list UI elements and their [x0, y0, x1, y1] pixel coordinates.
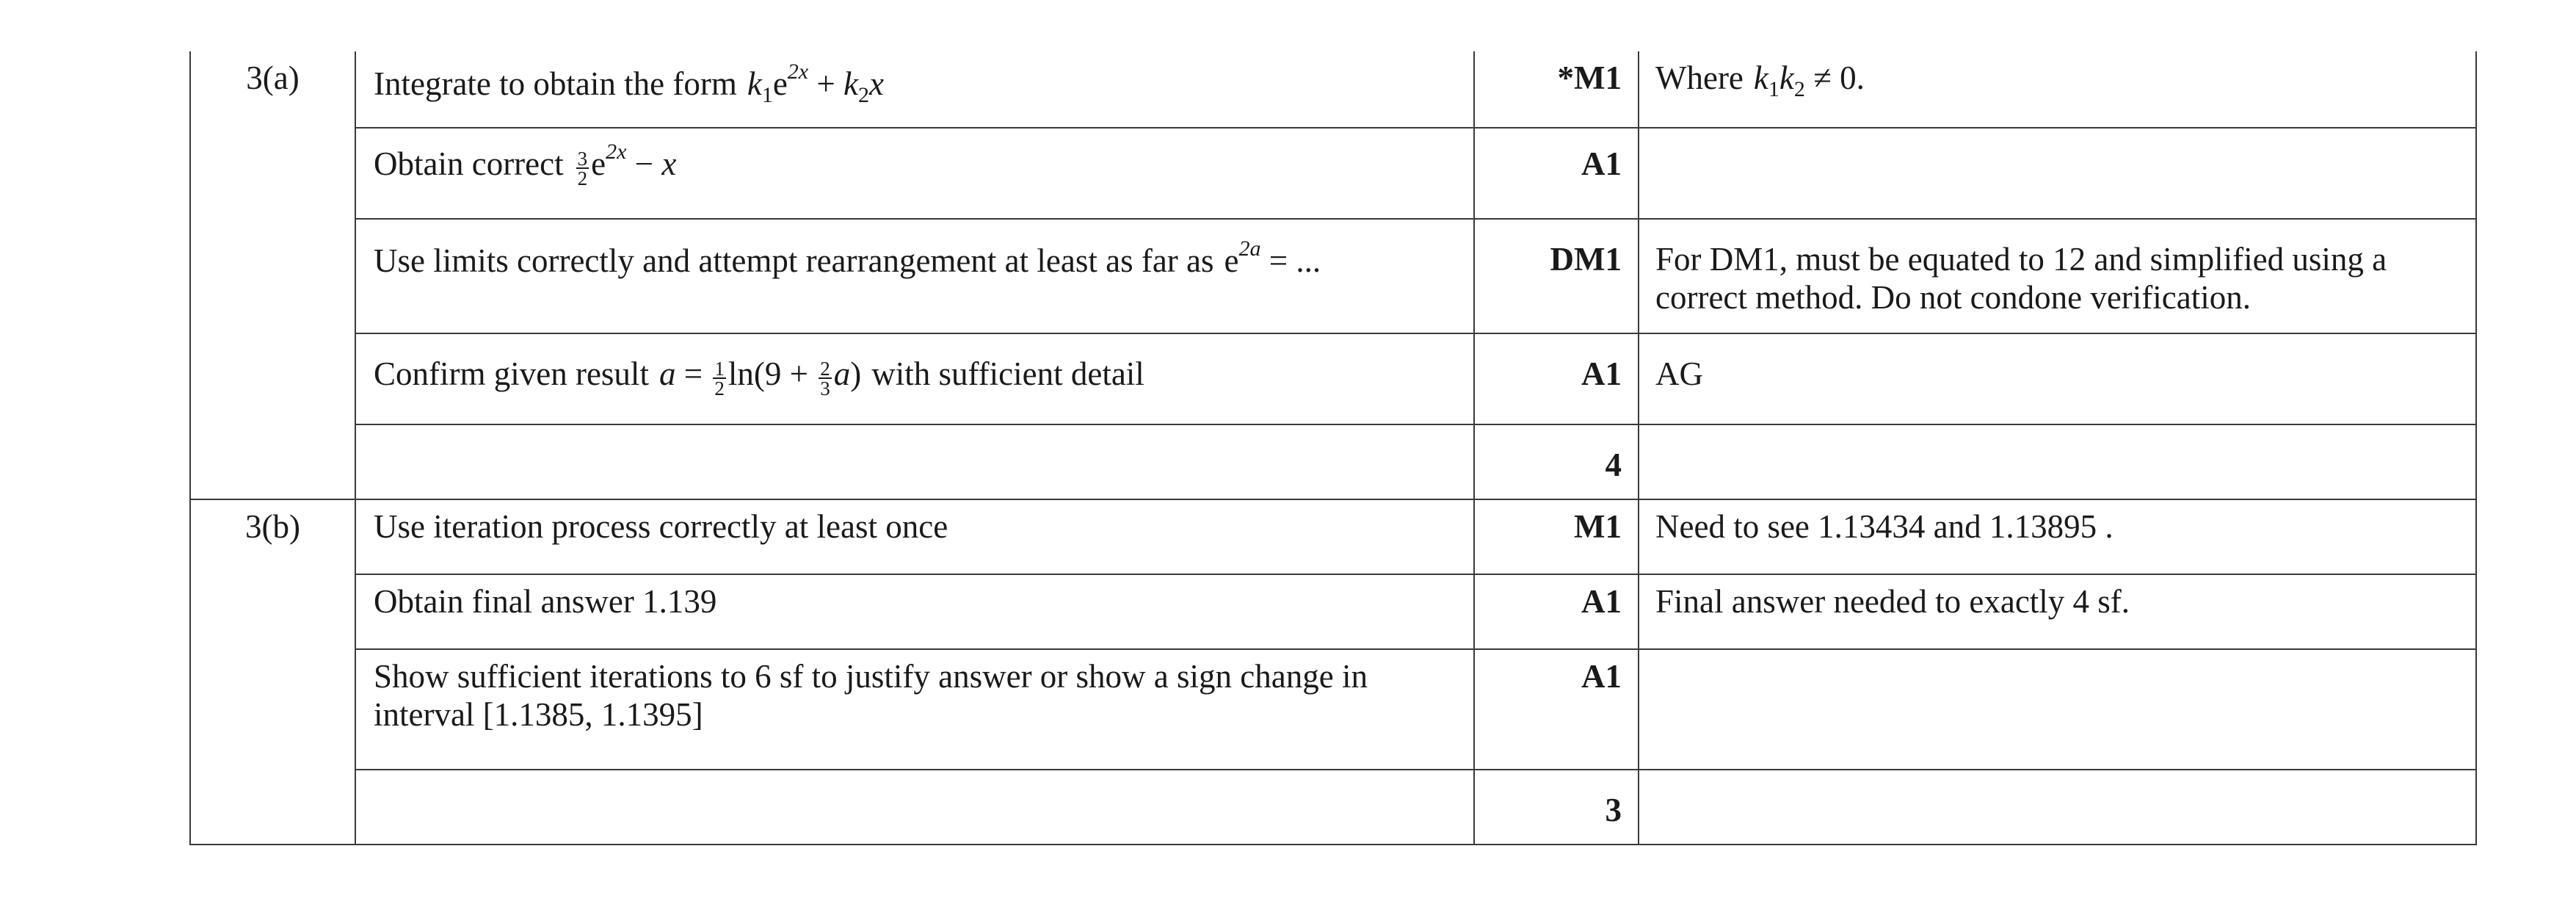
table-row — [190, 51, 2476, 128]
mark-scheme-table — [189, 51, 2477, 845]
total-marks — [1474, 770, 1639, 845]
mark-cell — [1474, 333, 1639, 424]
answer-cell — [355, 51, 1474, 128]
mark-cell — [1474, 649, 1639, 770]
answer-expression: a = $\frac{1}{2}$ ln(9 + $\frac{2}{3}$ a) — [658, 355, 862, 399]
table-row-total — [190, 770, 2476, 845]
table-row-total — [190, 424, 2476, 499]
guidance-cell — [1639, 649, 2476, 770]
answer-text: Use iteration process correctly at least once — [374, 508, 948, 545]
answer-cell — [355, 219, 1474, 333]
table-row — [190, 219, 2476, 333]
mark-code: M1 — [1574, 508, 1622, 545]
mark-cell — [1474, 574, 1639, 649]
guidance-text: Need to see 1.13434 and 1.13895 . — [1655, 508, 2114, 545]
guidance-line: correct method. Do not condone verification. — [1655, 279, 2251, 316]
guidance-line: For DM1, must be equated to 12 and simplified using a — [1655, 241, 2387, 278]
mark-code: A1 — [1581, 145, 1622, 182]
answer-text: Integrate to obtain the form — [374, 65, 737, 102]
guidance-cell — [1639, 219, 2476, 333]
question-number: 3(b) — [245, 508, 300, 545]
answer-text: Confirm given result — [374, 355, 649, 392]
mark-cell — [1474, 499, 1639, 574]
guidance-text: Final answer needed to exactly 4 sf. — [1655, 583, 2130, 620]
table-row — [190, 649, 2476, 770]
guidance-expression: $k_1k_2 \ne 0$. — [1753, 59, 1865, 101]
mark-code: DM1 — [1550, 241, 1622, 278]
mark-code: A1 — [1581, 583, 1622, 620]
mark-code: A1 — [1581, 658, 1622, 695]
mark-cell — [1474, 51, 1639, 128]
guidance-cell — [1639, 574, 2476, 649]
mark-code: A1 — [1581, 355, 1622, 392]
guidance-cell — [1639, 128, 2476, 219]
answer-cell — [355, 770, 1474, 845]
answer-text: Use limits correctly and attempt rearrangement at least as far as — [374, 242, 1214, 279]
answer-text: with sufficient detail — [871, 355, 1144, 392]
answer-line: Show sufficient iterations to 6 sf to justify answer or show a sign change in — [374, 658, 1368, 695]
answer-cell — [355, 424, 1474, 499]
mark-cell — [1474, 128, 1639, 219]
answer-expression: $e^{2a}$ = ... — [1224, 236, 1321, 279]
answer-expression: $k_1e^{2x} + k_2x$ — [747, 59, 884, 107]
total-marks-value: 4 — [1605, 446, 1622, 483]
guidance-cell — [1639, 770, 2476, 845]
answer-cell — [355, 649, 1474, 770]
table-row — [190, 333, 2476, 424]
answer-cell — [355, 333, 1474, 424]
mark-cell — [1474, 219, 1639, 333]
guidance-text: Where — [1655, 59, 1744, 96]
guidance-cell — [1639, 51, 2476, 128]
total-marks-value: 3 — [1605, 792, 1622, 828]
guidance-cell — [1639, 333, 2476, 424]
answer-cell — [355, 574, 1474, 649]
question-number: 3(a) — [246, 59, 300, 96]
total-marks — [1474, 424, 1639, 499]
answer-cell — [355, 499, 1474, 574]
question-label — [190, 499, 355, 845]
answer-cell — [355, 128, 1474, 219]
guidance-text: AG — [1655, 355, 1703, 392]
table-row — [190, 499, 2476, 574]
answer-text: Obtain final answer 1.139 — [374, 583, 717, 620]
table-row — [190, 574, 2476, 649]
mark-code: *M1 — [1557, 59, 1622, 96]
answer-expression: $\frac{3}{2}$ $e^{2x} - x$ — [577, 140, 677, 189]
answer-text: Obtain correct — [374, 145, 564, 182]
answer-line: interval [1.1385, 1.1395] — [374, 696, 703, 733]
question-label — [190, 51, 355, 499]
guidance-cell — [1639, 424, 2476, 499]
table-row — [190, 128, 2476, 219]
guidance-cell — [1639, 499, 2476, 574]
